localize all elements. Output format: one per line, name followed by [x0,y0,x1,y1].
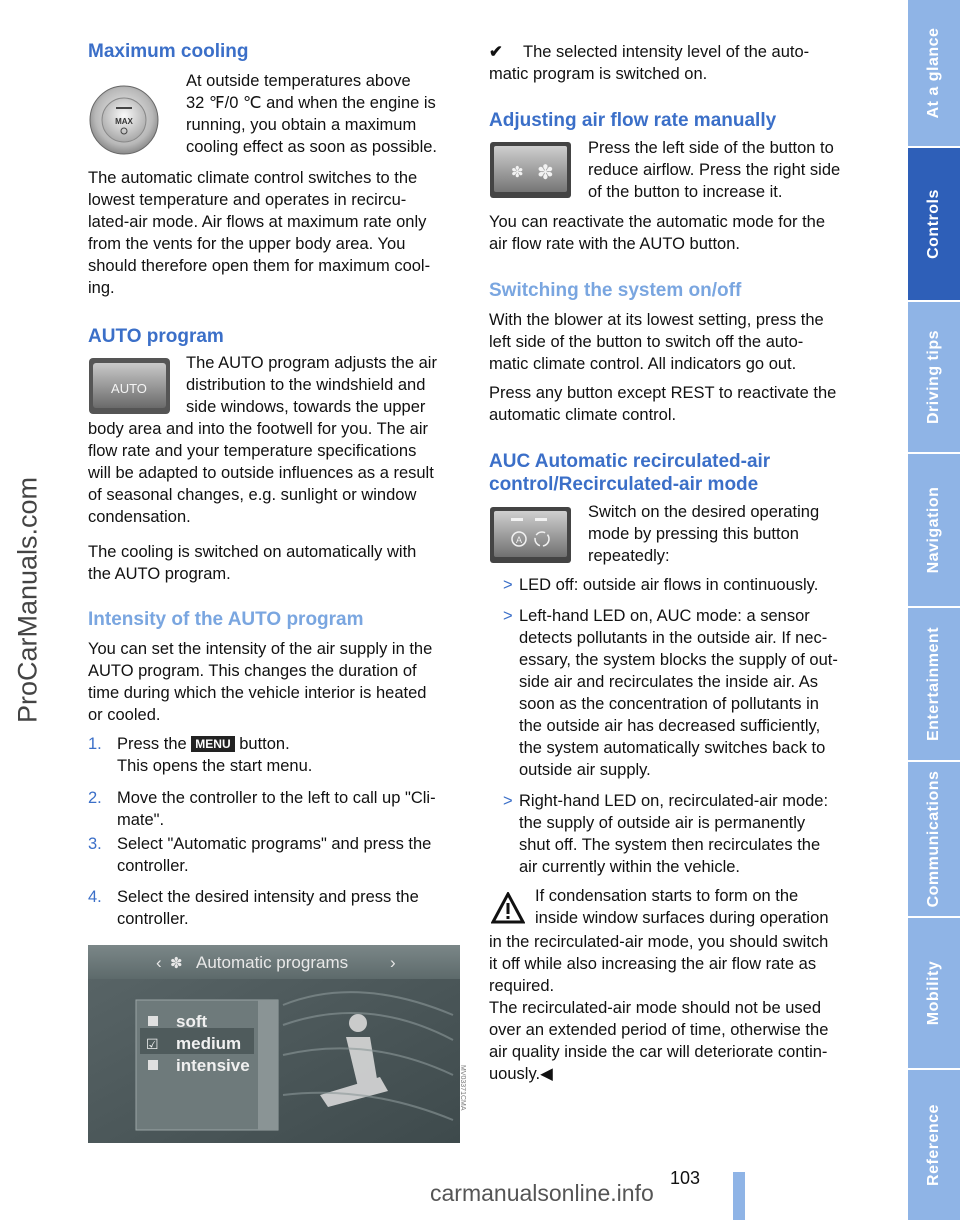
warning-intro: If condensation starts to form on the inside window surfaces during operation [535,887,829,927]
page-number: 103 [670,1168,701,1188]
tab-controls[interactable]: Controls [908,148,960,302]
svg-text:Automatic programs: Automatic programs [196,953,349,972]
watermark-vertical [8,0,48,1220]
image-code: MV03371CMA [459,1065,466,1111]
svg-text:AUTO: AUTO [111,381,147,396]
tab-navigation[interactable]: Navigation [908,454,960,608]
onoff-paragraph: With the blower at its lowest setting, press the left side of the button to switch off the auto- matic climate control. All indicators go out. [489,311,824,373]
heading-system-onoff: Switching the system on/off [489,280,742,301]
automatic-programs-screen [88,945,466,1143]
svg-text:‹: ‹ [156,953,162,972]
svg-text:soft: soft [176,1012,208,1031]
svg-text:✽: ✽ [170,955,183,972]
rest-paragraph: Press any button except REST to reactivate the automatic climate control. [489,384,837,424]
max-cooling-paragraph: The automatic climate control switches to the lowest temperature and operates in recircu- lated-air mode. Air flows at maximum rate only from the vents for the upper body area. You should therefore open them for maximum cool- ing. [88,169,431,297]
svg-text:medium: medium [176,1034,242,1053]
svg-text:✽: ✽ [511,163,524,181]
tab-entertainment[interactable]: Entertainment [908,608,960,762]
svg-text:✽: ✽ [537,160,554,184]
airflow-intro: Press the left side of the button to reduce airflow. Press the right side of the button to increase it. [588,139,841,201]
page-marker [733,1172,745,1220]
tab-reference[interactable]: Reference [925,1104,942,1186]
airflow-paragraph: You can reactivate the automatic mode for the air flow rate with the AUTO button. [489,213,826,253]
heading-auc-line1: AUC Automatic recirculated-air [489,451,771,472]
auto-button-image [88,357,171,415]
heading-auc-line2: control/Recirculated-air mode [489,474,759,495]
footer-watermark: carmanualsonline.info [430,1180,654,1206]
tab-communications[interactable]: Communications [908,762,960,918]
heading-maximum-cooling: Maximum cooling [88,41,249,62]
selected-intensity-note: ✔ The selected intensity level of the auto- matic program is switched on. [489,43,810,83]
heading-intensity: Intensity of the AUTO program [88,609,364,630]
auto-program-intro: The AUTO program adjusts the air distribution to the windshield and side windows, towards the upper [186,354,437,416]
auto-cooling-paragraph: The cooling is switched on automatically with the AUTO program. [88,543,417,583]
max-button-image [88,80,160,160]
svg-text:›: › [390,953,396,972]
watermark-text: ProCarManuals.com [12,476,43,724]
max-cooling-intro: At outside temperatures above 32 ℉/0 ℃ and when the engine is running, you obtain a maximum cooling effect as soon as possible. [186,72,438,156]
svg-text:☑: ☑ [146,1036,159,1052]
auc-intro: Switch on the desired operating mode by pressing this button repeatedly: [588,503,820,565]
warning-paragraph: in the recirculated-air mode, you should switch it off while also increasing the air flow rate as required. The recirculated-air mode should not be used over an extended period of time, otherwise the air quality inside the car will deteriorate contin- uously.◀ [489,933,829,1083]
airflow-button-image [489,141,572,199]
heading-auto-program: AUTO program [88,326,224,347]
intensity-paragraph: You can set the intensity of the air supply in the AUTO program. This changes the duration of time during which the vehicle interior is heated or cooled. [88,640,433,724]
tab-at-a-glance[interactable]: At a glance [908,0,960,148]
svg-text:intensive: intensive [176,1056,250,1075]
heading-airflow: Adjusting air flow rate manually [489,110,777,131]
auc-button-image [489,506,572,564]
menu-key-icon: MENU [191,736,234,752]
tab-mobility[interactable]: Mobility [908,918,960,1070]
checkmark-icon: ✔ [489,43,503,61]
chapter-sidebar [908,0,960,1220]
svg-text:A: A [515,535,523,545]
end-mark-icon: ◀ [540,1065,553,1083]
tab-driving-tips[interactable]: Driving tips [908,302,960,454]
svg-text:MAX: MAX [115,117,133,126]
warning-icon [491,892,525,924]
auto-program-paragraph: body area and into the footwell for you. The air flow rate and your temperature specifications will be adapted to outside influences as a result of seasonal changes, e.g. sunlight or window condensation. [88,420,434,526]
